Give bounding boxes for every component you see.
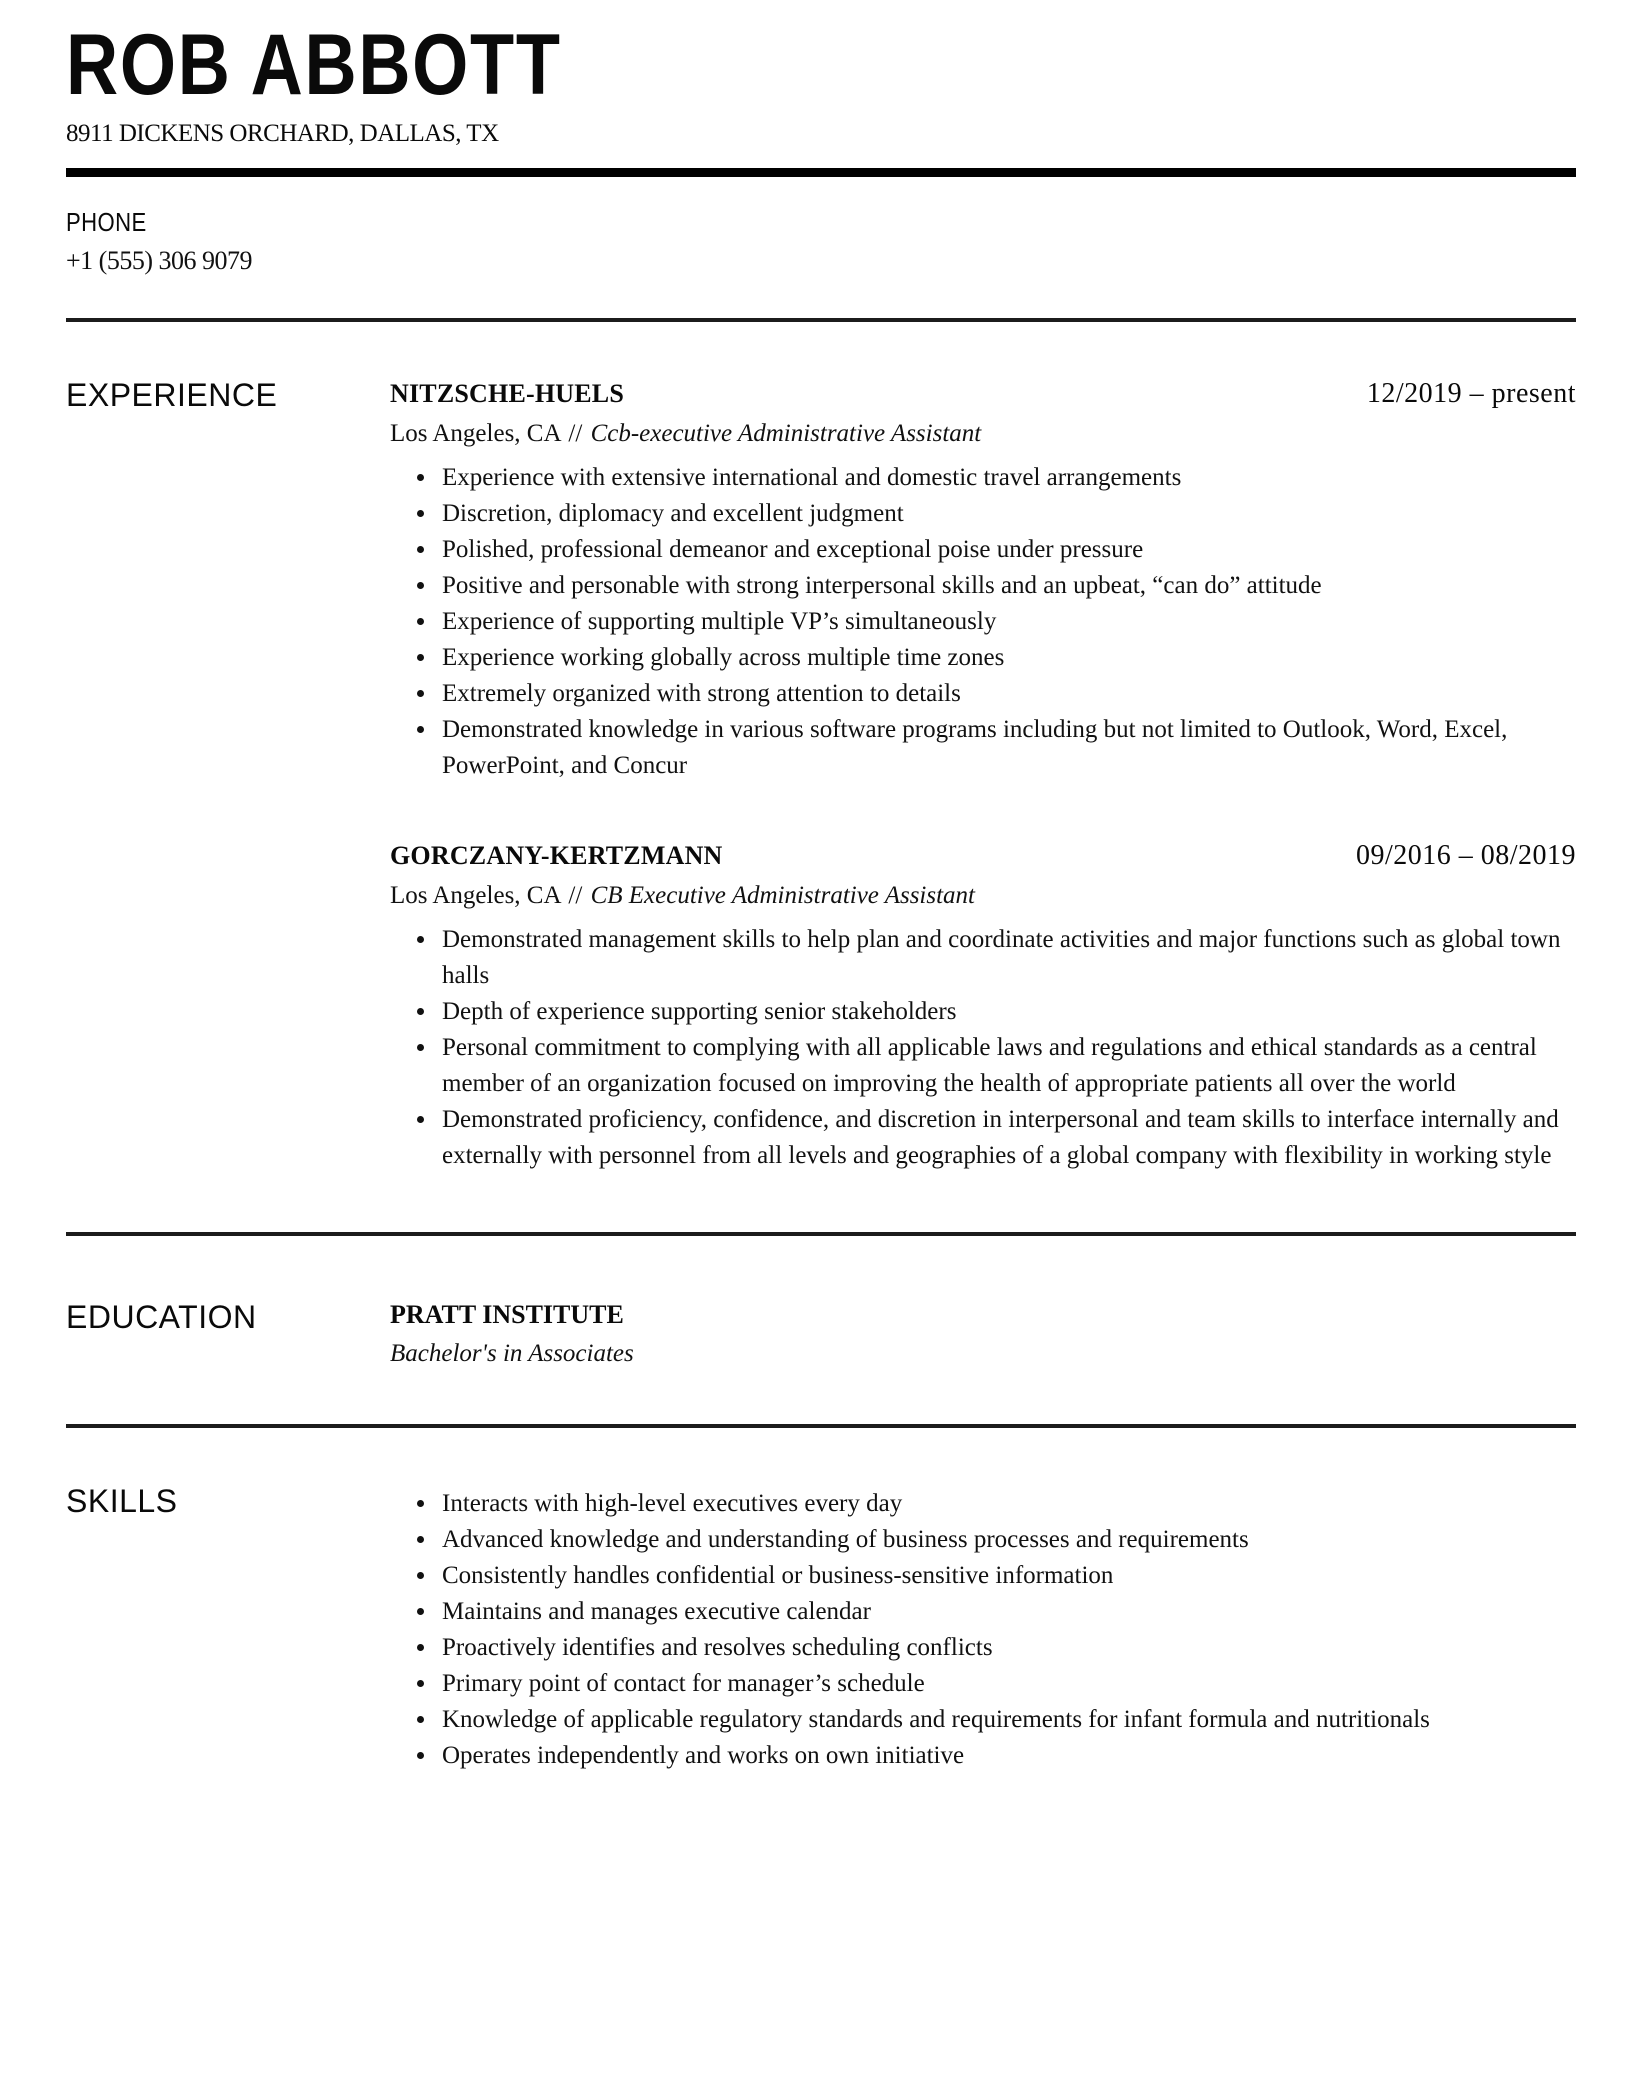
job-dates: 12/2019 – present [1366,378,1576,409]
job-header [390,840,1576,872]
job-subtitle [390,882,1576,910]
job-entry [390,378,1576,784]
bullet-item: • Experience with extensive international and domestic travel arrangements [438,460,1576,496]
education-content [390,1300,1576,1368]
bullet-item: • Primary point of contact for manager’s schedule [438,1666,1576,1702]
company-name: NITZSCHE-HUELS [390,379,624,408]
bullet-item: • Discretion, diplomacy and excellent judgment [438,496,1576,532]
location-title-separator: // [568,420,583,447]
skills-content [390,1484,1576,1774]
job-title: CB Executive Administrative Assistant [590,882,975,909]
bullet-item: • Polished, professional demeanor and exceptional poise under pressure [438,532,1576,568]
bullet-item: • Demonstrated proficiency, confidence, and discretion in interpersonal and team skills to interface internally and externally with personnel from all levels and geographies of a global company with flexibility in working style [438,1102,1576,1174]
job-bullet-list [390,922,1576,1174]
skills-label: SKILLS [66,1483,178,1519]
job-subtitle [390,420,1576,448]
person-address: 8911 DICKENS ORCHARD, DALLAS, TX [66,120,499,147]
phone-number: +1 (555) 306 9079 [66,246,252,275]
bullet-item: • Personal commitment to complying with all applicable laws and regulations and ethical standards as a central member of an organization focused on improving the health of appropriate patients all over the world [438,1030,1576,1102]
phone-label: PHONE [66,207,147,237]
job-location: Los Angeles, CA [390,420,561,447]
bullet-item: • Consistently handles confidential or business-sensitive information [438,1558,1576,1594]
bullet-item: • Experience working globally across multiple time zones [438,640,1576,676]
location-title-separator: // [568,882,583,909]
company-name: GORCZANY-KERTZMANN [390,841,723,870]
bullet-item: • Advanced knowledge and understanding of business processes and requirements [438,1522,1576,1558]
bullet-item: • Knowledge of applicable regulatory standards and requirements for infant formula and nutritionals [438,1702,1576,1738]
resume-header [66,17,1576,148]
degree-name: Bachelor's in Associates [390,1340,634,1367]
school-name: PRATT INSTITUTE [390,1300,624,1329]
bullet-item: • Interacts with high-level executives every day [438,1486,1576,1522]
skills-section [66,1428,1576,1774]
bullet-item: • Depth of experience supporting senior stakeholders [438,994,1576,1030]
experience-label: EXPERIENCE [66,377,278,413]
bullet-item: • Operates independently and works on own initiative [438,1738,1576,1774]
job-header [390,378,1576,410]
header-rule [66,168,1576,177]
bullet-item: • Positive and personable with strong interpersonal skills and an upbeat, “can do” attitude [438,568,1576,604]
job-entry [390,840,1576,1174]
experience-section [66,322,1576,1174]
bullet-item: • Demonstrated management skills to help plan and coordinate activities and major functions such as global town halls [438,922,1576,994]
education-section [66,1236,1576,1368]
job-dates: 09/2016 – 08/2019 [1355,840,1576,871]
job-location: Los Angeles, CA [390,882,561,909]
bullet-item: • Experience of supporting multiple VP’s simultaneously [438,604,1576,640]
person-name: ROB ABBOTT [66,17,562,113]
bullet-item: • Demonstrated knowledge in various software programs including but not limited to Outlook, Word, Excel, PowerPoint, and Concur [438,712,1576,784]
experience-content [390,378,1576,1174]
bullet-item: • Maintains and manages executive calendar [438,1594,1576,1630]
education-label: EDUCATION [66,1299,257,1335]
job-bullet-list [390,460,1576,784]
contact-block [66,207,1576,276]
bullet-item: • Extremely organized with strong attention to details [438,676,1576,712]
bullet-item: • Proactively identifies and resolves scheduling conflicts [438,1630,1576,1666]
job-title: Ccb-executive Administrative Assistant [590,420,982,447]
skills-bullet-list [390,1486,1576,1774]
